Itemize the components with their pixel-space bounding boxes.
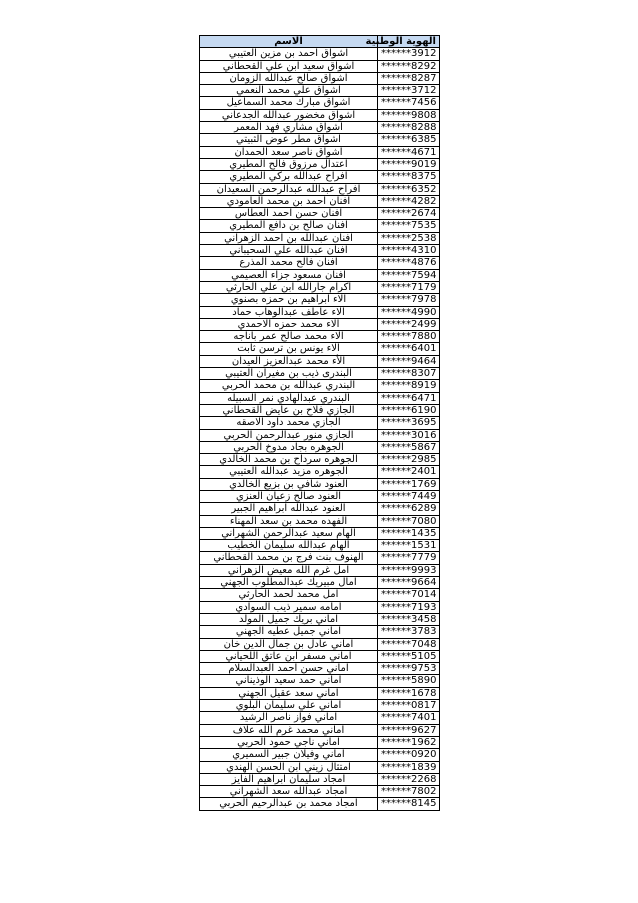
table-row xyxy=(200,577,440,589)
table-row xyxy=(200,638,440,650)
national-id-cell: ******8287 xyxy=(378,72,440,84)
table-row xyxy=(200,478,440,490)
national-id-cell: ******6289 xyxy=(378,503,440,515)
national-id-cell: ******2499 xyxy=(378,318,440,330)
table-row xyxy=(200,454,440,466)
name-cell: الاء محمد صالح عمر باناجه xyxy=(200,331,378,343)
name-cell: افنان عبدالله بن احمد الزهراني xyxy=(200,232,378,244)
name-cell: افنان احمد بن محمد العامودي xyxy=(200,195,378,207)
name-cell: افراح عبدالله عبدالرحمن السعيدان xyxy=(200,183,378,195)
table-row xyxy=(200,331,440,343)
national-id-cell: ******7779 xyxy=(378,552,440,564)
table-row xyxy=(200,257,440,269)
national-id-cell: ******9753 xyxy=(378,663,440,675)
national-id-cell: ******4282 xyxy=(378,195,440,207)
name-cell: امل غرم الله معيض الزهراني xyxy=(200,564,378,576)
national-id-cell: ******3712 xyxy=(378,85,440,97)
name-cell: امال مبيريك عبدالمطلوب الجهني xyxy=(200,577,378,589)
table-row xyxy=(200,48,440,60)
table-row xyxy=(200,687,440,699)
name-cell: الجوهره مزيد عبدالله العتيبي xyxy=(200,466,378,478)
national-id-cell: ******2268 xyxy=(378,773,440,785)
national-id-cell: ******8145 xyxy=(378,798,440,810)
national-id-cell: ******7048 xyxy=(378,638,440,650)
table-row xyxy=(200,736,440,748)
table-row xyxy=(200,72,440,84)
table-row xyxy=(200,429,440,441)
national-id-cell: ******6352 xyxy=(378,183,440,195)
table-row xyxy=(200,441,440,453)
table-row xyxy=(200,60,440,72)
table-row xyxy=(200,712,440,724)
national-id-cell: ******6401 xyxy=(378,343,440,355)
national-id-cell: ******3458 xyxy=(378,613,440,625)
table-row xyxy=(200,183,440,195)
name-cell: افنان مسعود جزاء العصيمي xyxy=(200,269,378,281)
header-name: الاسم xyxy=(200,36,378,48)
name-cell: اشواق مبارك محمد السماعيل xyxy=(200,97,378,109)
national-id-cell: ******1962 xyxy=(378,736,440,748)
table-row xyxy=(200,355,440,367)
national-id-cell: ******9664 xyxy=(378,577,440,589)
table-row xyxy=(200,527,440,539)
name-cell: اشواق ناصر سعد الحمدان xyxy=(200,146,378,158)
name-cell: افراح عبدالله بركي المطيري xyxy=(200,171,378,183)
name-cell: البندري عبدالهادي نمر السبيله xyxy=(200,392,378,404)
national-id-cell: ******7594 xyxy=(378,269,440,281)
national-id-cell: ******1531 xyxy=(378,540,440,552)
national-id-cell: ******4990 xyxy=(378,306,440,318)
national-id-cell: ******4671 xyxy=(378,146,440,158)
name-cell: اماني محمد غرم الله علاف xyxy=(200,724,378,736)
name-cell: الهام سعيد عبدالرحمن الشهراني xyxy=(200,527,378,539)
name-cell: اماني عادل بن جمال الدين خان xyxy=(200,638,378,650)
national-id-cell: ******8919 xyxy=(378,380,440,392)
name-cell: الجازي فلاح بن عايض القحطاني xyxy=(200,404,378,416)
table-row xyxy=(200,294,440,306)
national-id-cell: ******7535 xyxy=(378,220,440,232)
name-cell: اماني مسفر ابن عاتق اللحياني xyxy=(200,650,378,662)
table-row xyxy=(200,663,440,675)
name-cell: افنان عبدالله علي السحيباني xyxy=(200,245,378,257)
table-row xyxy=(200,269,440,281)
name-cell: اشواق مخضور عبدالله الجدعاني xyxy=(200,109,378,121)
name-cell: الاء ابراهيم بن حمزه بصنوي xyxy=(200,294,378,306)
national-id-cell: ******8292 xyxy=(378,60,440,72)
national-id-cell: ******7080 xyxy=(378,515,440,527)
table-row xyxy=(200,724,440,736)
table-row xyxy=(200,540,440,552)
national-id-cell: ******7456 xyxy=(378,97,440,109)
national-id-cell: ******7802 xyxy=(378,786,440,798)
national-id-cell: ******1678 xyxy=(378,687,440,699)
name-cell: الاء عاطف عبدالوهاب حماد xyxy=(200,306,378,318)
national-id-cell: ******2674 xyxy=(378,208,440,220)
name-cell: الاء يونس بن ترسن ثابت xyxy=(200,343,378,355)
name-cell: اماني بريك جميل المولد xyxy=(200,613,378,625)
table-row xyxy=(200,589,440,601)
national-id-cell: ******9808 xyxy=(378,109,440,121)
national-id-cell: ******6385 xyxy=(378,134,440,146)
name-cell: امل محمد لحمد الحارثي xyxy=(200,589,378,601)
table-row xyxy=(200,466,440,478)
national-id-cell: ******3016 xyxy=(378,429,440,441)
table-row xyxy=(200,97,440,109)
name-cell: امتثال زيني ابن الحسن الهندي xyxy=(200,761,378,773)
table-row xyxy=(200,171,440,183)
national-id-cell: ******3783 xyxy=(378,626,440,638)
name-cell: الاء محمد حمزه الاحمدي xyxy=(200,318,378,330)
name-cell: اكرام جارالله ابن علي الحارثي xyxy=(200,281,378,293)
name-cell: البندرى ذيب بن مغيران العتيبي xyxy=(200,368,378,380)
name-cell: اماني حسن احمد العبدالسلام xyxy=(200,663,378,675)
name-cell: افنان صالح بن دافع المطيري xyxy=(200,220,378,232)
table-row xyxy=(200,626,440,638)
national-id-cell: ******8288 xyxy=(378,122,440,134)
table-row xyxy=(200,675,440,687)
name-cell: الهام عبدالله سليمان الخطيب xyxy=(200,540,378,552)
national-id-cell: ******7179 xyxy=(378,281,440,293)
name-cell: اماني جميل عطيه الجهني xyxy=(200,626,378,638)
name-cell: افنان حسن احمد العطاس xyxy=(200,208,378,220)
national-id-cell: ******4310 xyxy=(378,245,440,257)
name-cell: اشواق صالح عبدالله الزومان xyxy=(200,72,378,84)
national-id-cell: ******2985 xyxy=(378,454,440,466)
national-id-cell: ******7014 xyxy=(378,589,440,601)
name-cell: امامه سمير ذيب السوادي xyxy=(200,601,378,613)
table-row xyxy=(200,232,440,244)
table-row xyxy=(200,564,440,576)
table-row xyxy=(200,220,440,232)
table-row xyxy=(200,245,440,257)
table-row xyxy=(200,195,440,207)
national-id-cell: ******5105 xyxy=(378,650,440,662)
national-id-cell: ******1839 xyxy=(378,761,440,773)
name-cell: اماني سعد عقيل الجهني xyxy=(200,687,378,699)
name-cell: امجاد محمد بن عبدالرحيم الحربي xyxy=(200,798,378,810)
table-row xyxy=(200,109,440,121)
table-row xyxy=(200,749,440,761)
national-id-cell: ******8375 xyxy=(378,171,440,183)
national-id-cell: ******9627 xyxy=(378,724,440,736)
national-id-cell: ******7880 xyxy=(378,331,440,343)
national-id-cell: ******8307 xyxy=(378,368,440,380)
table-row xyxy=(200,490,440,502)
national-id-cell: ******7978 xyxy=(378,294,440,306)
national-id-cell: ******9993 xyxy=(378,564,440,576)
table-header xyxy=(200,36,440,48)
name-cell: اشواق مشاري فهد المعمر xyxy=(200,122,378,134)
name-cell: اماني فواز ناصر الرشيد xyxy=(200,712,378,724)
name-cell: افنان فالح محمد المذرع xyxy=(200,257,378,269)
table-row xyxy=(200,380,440,392)
national-id-cell: ******2401 xyxy=(378,466,440,478)
national-id-cell: ******1769 xyxy=(378,478,440,490)
national-id-cell: ******4876 xyxy=(378,257,440,269)
name-cell: اعتدال مرزوق فالح المطيري xyxy=(200,158,378,170)
national-id-cell: ******9464 xyxy=(378,355,440,367)
national-id-cell: ******2538 xyxy=(378,232,440,244)
table-row xyxy=(200,146,440,158)
national-id-cell: ******7449 xyxy=(378,490,440,502)
national-id-cell: ******7193 xyxy=(378,601,440,613)
name-cell: الفهده محمد بن سعد المهناء xyxy=(200,515,378,527)
table-row xyxy=(200,650,440,662)
header-row xyxy=(200,36,440,48)
name-cell: اماني علي سليمان البلوي xyxy=(200,700,378,712)
national-id-cell: ******9019 xyxy=(378,158,440,170)
table-body xyxy=(200,48,440,810)
name-cell: الجازي محمد داود الاصقه xyxy=(200,417,378,429)
national-id-cell: ******0920 xyxy=(378,749,440,761)
table-row xyxy=(200,306,440,318)
table-row xyxy=(200,798,440,810)
table-row xyxy=(200,552,440,564)
table-row xyxy=(200,786,440,798)
national-id-cell: ******1435 xyxy=(378,527,440,539)
table-row xyxy=(200,392,440,404)
name-cell: الجوهره سرداح بن محمد الخالدي xyxy=(200,454,378,466)
name-cell: اشواق علي محمد النعمي xyxy=(200,85,378,97)
table-row xyxy=(200,613,440,625)
name-cell: امجاد سليمان ابراهيم الفايز xyxy=(200,773,378,785)
name-cell: العنود عبدالله ابراهيم الجبير xyxy=(200,503,378,515)
name-cell: الجازي منور عبدالرحمن الحربي xyxy=(200,429,378,441)
name-cell: اماني حمد سعيد الوذيناني xyxy=(200,675,378,687)
table-row xyxy=(200,318,440,330)
table-row xyxy=(200,503,440,515)
data-table xyxy=(199,35,440,811)
name-cell: اماني ناجي حمود الحربي xyxy=(200,736,378,748)
national-id-cell: ******5867 xyxy=(378,441,440,453)
table-row xyxy=(200,417,440,429)
table-row xyxy=(200,122,440,134)
table-row xyxy=(200,601,440,613)
table-row xyxy=(200,404,440,416)
name-cell: اشواق سعيد ابن علي القحطاني xyxy=(200,60,378,72)
table-row xyxy=(200,761,440,773)
national-id-cell: ******5890 xyxy=(378,675,440,687)
table-row xyxy=(200,281,440,293)
national-id-cell: ******6190 xyxy=(378,404,440,416)
national-id-cell: ******3912 xyxy=(378,48,440,60)
table-row xyxy=(200,158,440,170)
table-row xyxy=(200,368,440,380)
name-cell: العنود صالح زعيان العنزي xyxy=(200,490,378,502)
national-id-cell: ******6471 xyxy=(378,392,440,404)
name-cell: العنود شافي بن بزيع الخالدي xyxy=(200,478,378,490)
name-cell: اشواق احمد بن مزين العتيبي xyxy=(200,48,378,60)
national-id-cell: ******7401 xyxy=(378,712,440,724)
name-cell: الأء محمد عبدالعزيز العيدان xyxy=(200,355,378,367)
table-row xyxy=(200,700,440,712)
name-cell: البندري عبدالله بن محمد الحربي xyxy=(200,380,378,392)
name-cell: اشواق مطر عوض الثبيتي xyxy=(200,134,378,146)
name-cell: امجاد عبدالله سعد الشهراني xyxy=(200,786,378,798)
name-cell: الجوهره بجاد مدوخ الحربي xyxy=(200,441,378,453)
table-row xyxy=(200,343,440,355)
national-id-cell: ******3695 xyxy=(378,417,440,429)
national-id-cell: ******0817 xyxy=(378,700,440,712)
table-row xyxy=(200,773,440,785)
table-row xyxy=(200,515,440,527)
table-row xyxy=(200,85,440,97)
table-row xyxy=(200,208,440,220)
name-cell: الهنوف بنت فرج بن محمد القحطاني xyxy=(200,552,378,564)
header-national-id: الهوية الوطنية xyxy=(378,36,440,48)
name-cell: اماني وفيلان جبير السميري xyxy=(200,749,378,761)
table-row xyxy=(200,134,440,146)
